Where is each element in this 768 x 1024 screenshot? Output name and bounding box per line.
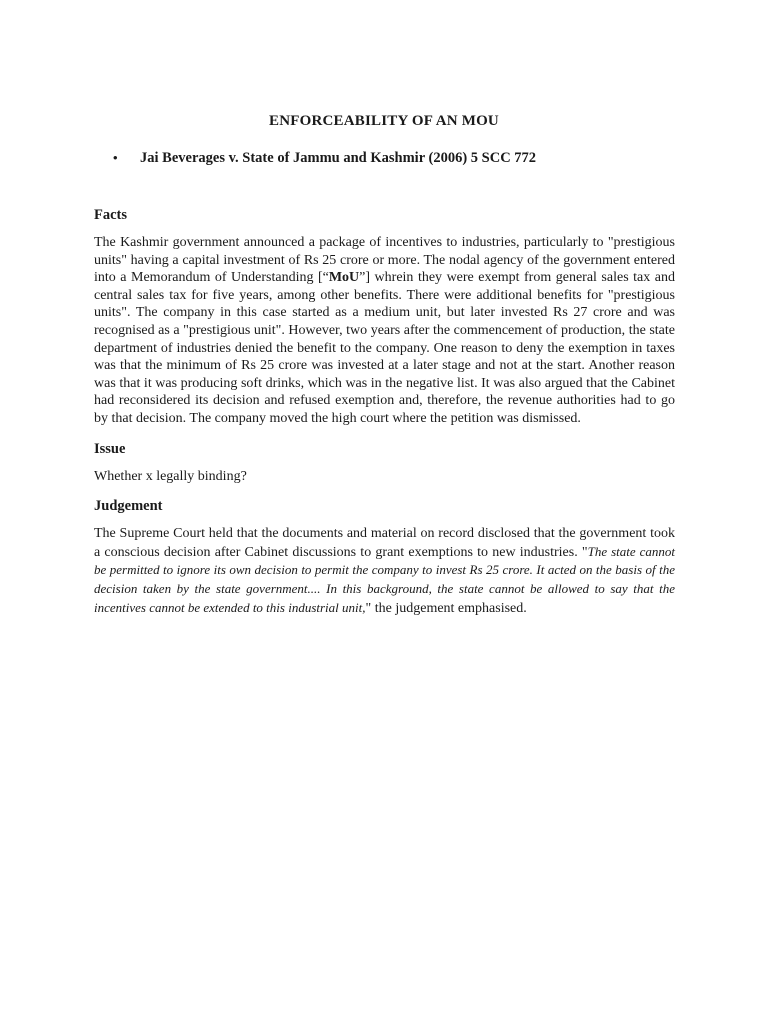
document-body: [94, 206, 675, 629]
judgement-paragraph: [94, 525, 675, 617]
mou-term: MoU: [328, 270, 360, 286]
citation-list: [113, 150, 536, 167]
judgement-text-part-1: The Supreme Court held that the documents and material on record disclosed that the government took a conscious decision after Cabinet discussions to grant exemptions to new industries. ": [94, 526, 675, 560]
citation-text: Jai Beverages v. State of Jammu and Kashmir (2006) 5 SCC 772: [140, 150, 537, 166]
facts-heading: Facts: [94, 207, 128, 223]
issue-heading: Issue: [94, 440, 126, 457]
facts-paragraph: [94, 234, 675, 428]
facts-text-part-1: The Kashmir government announced a package of incentives to industries, particularly to "prestigious units" having a capital investment of Rs 25 crore or more. The nodal agency of the government entered into a Memorandum of Understanding [“: [94, 235, 675, 286]
judgement-heading: Judgement: [94, 498, 163, 515]
issue-paragraph: Whether x legally binding?: [94, 468, 247, 484]
bullet-icon: •: [113, 150, 118, 165]
citation-item: [113, 150, 536, 167]
facts-text-part-2: ”] whrein they were exempt from general sales tax and central sales tax for five years, among other benefits. There were additional benefits for "prestigious units". The company in this case started as a medium unit, but later invested Rs 27 crore and was recognised as a "prestigious unit". However, two years after the commencement of production, the state department of industries denied the benefit to the company. One reason to deny the exemption in taxes was that the minimum of Rs 25 crore was invested at a later stage and not at the start. Another reason was that it was producing soft drinks, which was in the negative list. It was also argued that the Cabinet had reconsidered its decision and refused exemption and, therefore, the revenue authorities had to go by that decision. The company moved the high court where the petition was dismissed.: [94, 270, 675, 426]
page-title: ENFORCEABILITY OF AN MOU: [269, 113, 499, 129]
judgement-quote: The state cannot be permitted to ignore its own decision to permit the company to invest Rs 25 crore. It acted on the basis of the decision taken by the state government.... In this background, the state cannot be allowed to say that the incentives cannot be extended to this industrial unit,: [94, 543, 675, 615]
judgement-text-part-2: " the judgement emphasised.: [365, 600, 527, 616]
